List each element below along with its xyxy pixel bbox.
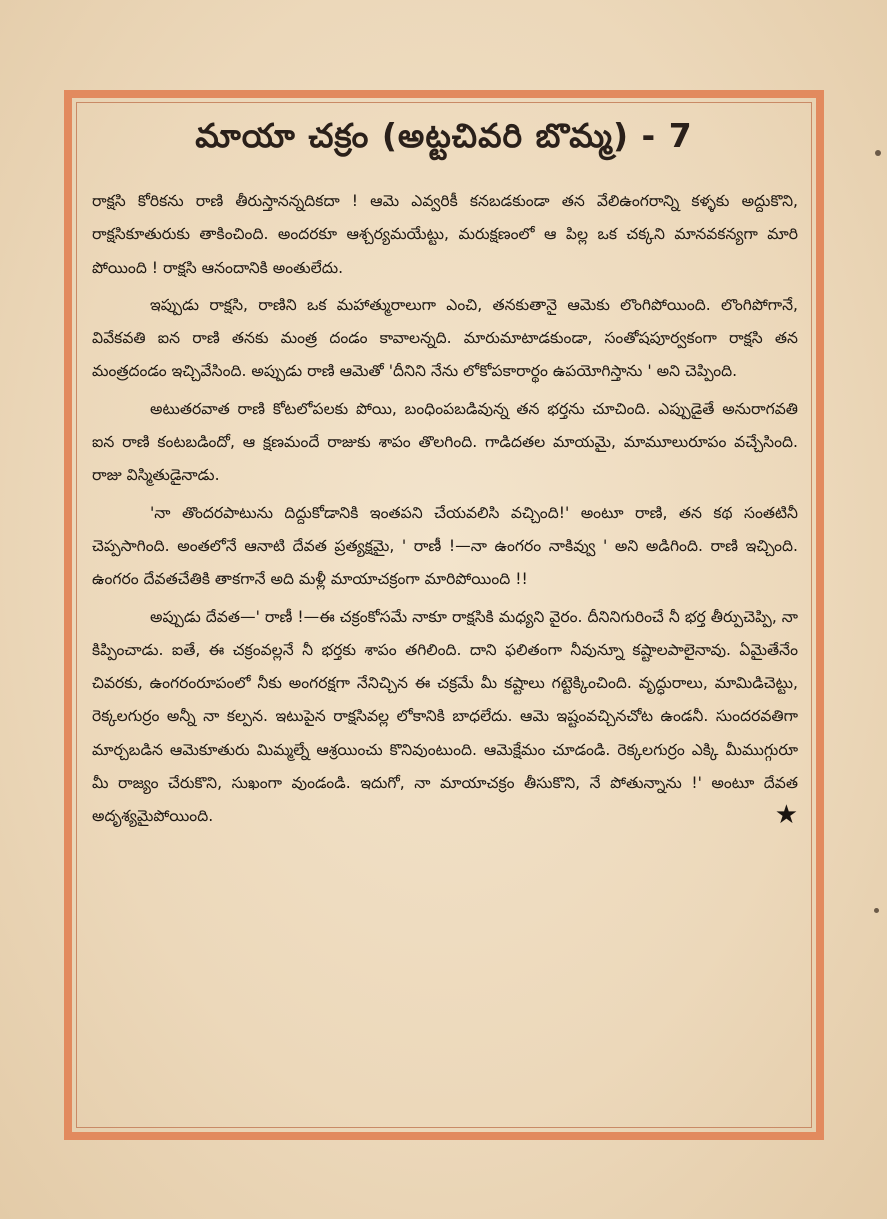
paragraph-1: రాక్షసి కోరికను రాణి తీరుస్తానన్నదికదా ! ఆమె ఎవ్వరికీ కనబడకుండా తన వేలిఉంగరాన్ని కళ్ళకు అద్దుకొని, రాక్షసికూతురుకు తాకించింది. అందరకూ ఆశ్చర్యమయేట్టు, మరుక్షణంలో ఆ పిల్ల ఒక చక్కని మానవకన్యగా మారి పోయింది ! రాక్షసి ఆనందానికి అంతులేదు. <box>92 192 798 277</box>
paragraph-3: అటుతరవాత రాణి కోటలోపలకు పోయి, బంధింపబడివున్న తన భర్తను చూచింది. ఎప్పుడైతే అనురాగవతి ఐన రాణి కంటబడిందో, ఆ క్షణమందే రాజుకు శాపం తొలగింది. గాడిదతల మాయమై, మామూలురూపం వచ్చేసింది. రాజు విస్మితుడైనాడు. <box>92 399 798 485</box>
page-edge-mark <box>874 908 879 913</box>
paragraph-5 <box>92 601 798 834</box>
paragraph-4: 'నా తొందరపాటును దిద్దుకోడానికి ఇంతపని చేయవలిసి వచ్చింది!' అంటూ రాణి, తన కథ సంతటినీ చెప్పసాగింది. అంతలోనే ఆనాటి దేవత ప్రత్యక్షమై, ' రాణీ !—నా ఉంగరం నాకివ్వు ' అని అడిగింది. రాణి ఇచ్చింది. ఉంగరం దేవతచేతికి తాకగానే అది మళ్లీ మాయాచక్రంగా మారిపోయింది !! <box>92 503 798 589</box>
paragraph-2: ఇప్పుడు రాక్షసి, రాణిని ఒక మహాత్మురాలుగా ఎంచి, తనకుతానై ఆమెకు లొంగిపోయింది. లొంగిపోగానే, వివేకవతి ఐన రాణి తనకు మంత్ర దండం కావాలన్నది. మారుమాటాడకుండా, సంతోషపూర్వకంగా రాక్షసి తన మంత్రదండం ఇచ్చివేసింది. అప్పుడు రాణి ఆమెతో 'దీనిని నేను లోకోపకారార్థం ఉపయోగిస్తాను ' అని చెప్పింది. <box>92 295 798 381</box>
story-body <box>92 185 798 834</box>
page-edge-mark <box>875 150 881 156</box>
end-star-icon: ★ <box>774 800 798 831</box>
paragraph-5-text: అప్పుడు దేవత—' రాణీ !—ఈ చక్రంకోసమే నాకూ రాక్షసికి మధ్యని వైరం. దీనినిగురించే నీ భర్త తీర్పుచెప్పి, నా కిప్పించాడు. ఐతే, ఈ చక్రంవల్లనే నీ భర్తకు శాపం తగిలింది. దాని ఫలితంగా నీవున్నూ కష్టాలపాలైనావు. ఏమైతేనేం చివరకు, ఉంగరంరూపంలో నీకు అంగరక్షగా నేనిచ్చిన ఈ చక్రమే మీ కష్టాలు గట్టెక్కించింది. వృద్ధురాలు, మామిడిచెట్టు, రెక్కలగుర్రం అన్నీ నా కల్పన. ఇటుపైన రాక్షసివల్ల లోకానికి బాధలేదు. ఆమె ఇష్టంవచ్చినచోట ఉండనీ. సుందరవతిగా మార్చబడిన ఆమెకూతురు మిమ్మల్నే ఆశ్రయించు కొనివుంటుంది. ఆమెక్షేమం చూడండి. రెక్కలగుర్రం ఎక్కి మీముగ్గురూ మీ రాజ్యం చేరుకొని, సుఖంగా వుండండి. ఇదుగో, నా మాయాచక్రం తీసుకొని, నే పోతున్నాను !' అంటూ దేవత అదృశ్యమైపోయింది. <box>92 607 798 826</box>
story-title: మాయా చక్రం (అట్టచివరి బొమ్మ) - 7 <box>195 116 693 155</box>
